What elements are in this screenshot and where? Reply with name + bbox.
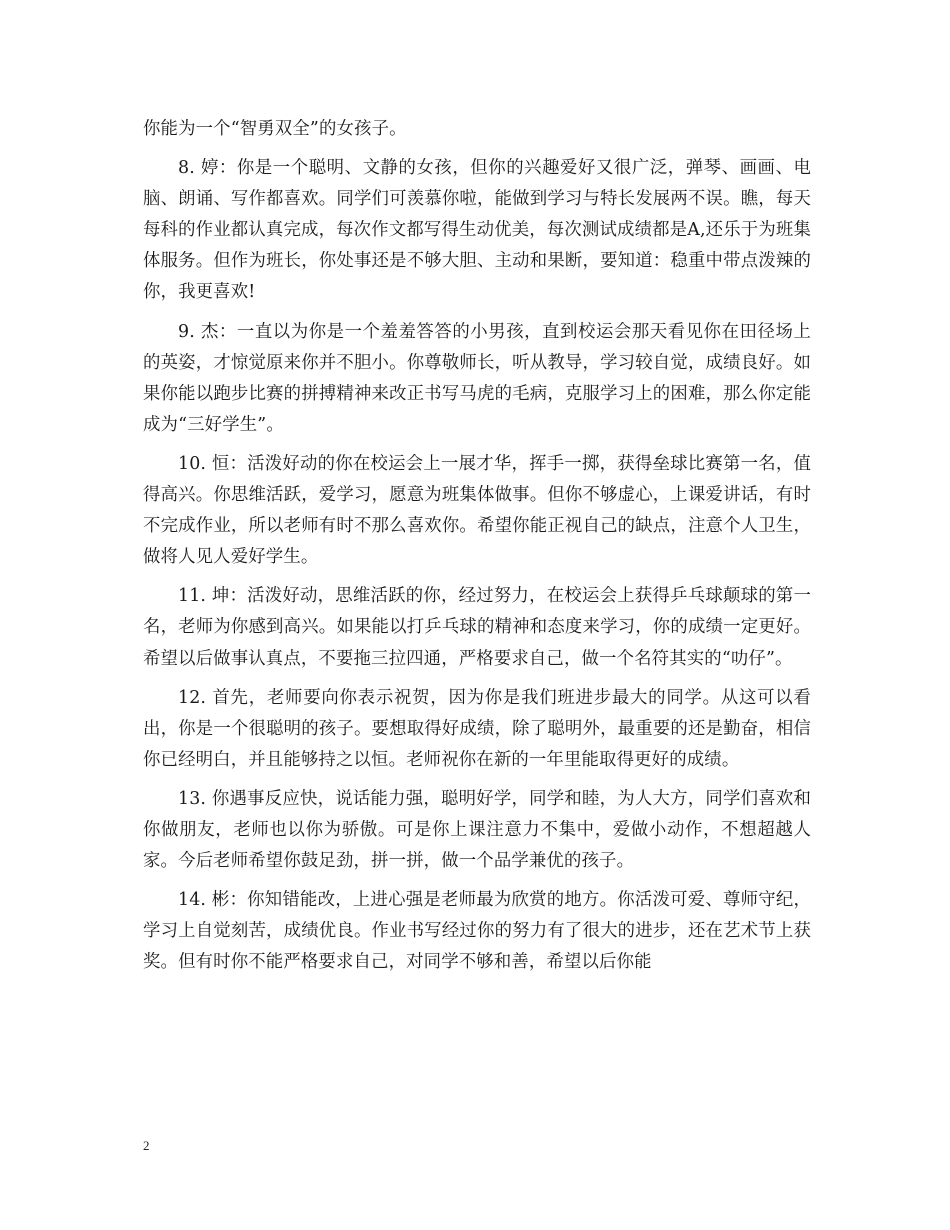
paragraph-item-11: 11. 坤：活泼好动，思维活跃的你，经过努力，在校运会上获得乒乓球颠球的第一名，老师为你感到高兴。如果能以打乒乓球的精神和态度来学习，你的成绩一定更好。希望以后做事认真点，不要拖三拉四通，严格要求自己，做一个名符其实的“叻仔”。 [143,586,811,669]
paragraph-continuation: 你能为一个“智勇双全”的女孩子。 [143,119,407,139]
paragraph-item-10: 10. 恒：活泼好动的你在校运会上一展才华，挥手一掷，获得垒球比赛第一名，值得高兴。你思维活跃，爱学习，愿意为班集体做事。但你不够虚心，上课爱讲话，有时不完成作业，所以老师有时不那么喜欢你。希望你能正视自己的缺点，注意个人卫生，做将人见人爱好学生。 [143,453,811,568]
paragraph-item-13: 13. 你遇事反应快，说话能力强，聪明好学，同学和睦，为人大方，同学们喜欢和你做朋友，老师也以你为骄傲。可是你上课注意力不集中，爱做小动作，不想超越人家。今后老师希望你鼓足劲，拼一拼，做一个品学兼优的孩子。 [143,788,811,872]
paragraph-item-9: 9. 杰：一直以为你是一个羞羞答答的小男孩，直到校运会那天看见你在田径场上的英姿，才惊觉原来你并不胆小。你尊敬师长，听从教导，学习较自觉，成绩良好。如果你能以跑步比赛的拼搏精神来改正书写马虎的毛病，克服学习上的困难，那么你定能成为“三好学生”。 [143,321,811,435]
paragraph-item-14: 14. 彬：你知错能改，上进心强是老师最为欣赏的地方。你活泼可爱、尊师守纪，学习上自觉刻苦，成绩优良。作业书写经过你的努力有了很大的进步，还在艺术节上获奖。但有时你不能严格要求自己，对同学不够和善，希望以后你能 [143,890,811,973]
paragraph-item-12: 12. 首先，老师要向你表示祝贺，因为你是我们班进步最大的同学。从这可以看出，你是一个很聪明的孩子。要想取得好成绩，除了聪明外，最重要的还是勤奋，相信你已经明白，并且能够持之以恒。老师祝你在新的一年里能取得更好的成绩。 [143,687,811,770]
document-body [143,114,811,986]
paragraph-item-8: 8. 婷：你是一个聪明、文静的女孩，但你的兴趣爱好又很广泛，弹琴、画画、电脑、朗诵、写作都喜欢。同学们可羡慕你啦，能做到学习与特长发展两不误。瞧，每天每科的作业都认真完成，每次作文都写得生动优美，每次测试成绩都是A,还乐于为班集体服务。但作为班长，你处事还是不够大胆、主动和果断，要知道：稳重中带点泼辣的你，我更喜欢! [143,158,811,303]
page-number: 2 [143,1138,150,1153]
